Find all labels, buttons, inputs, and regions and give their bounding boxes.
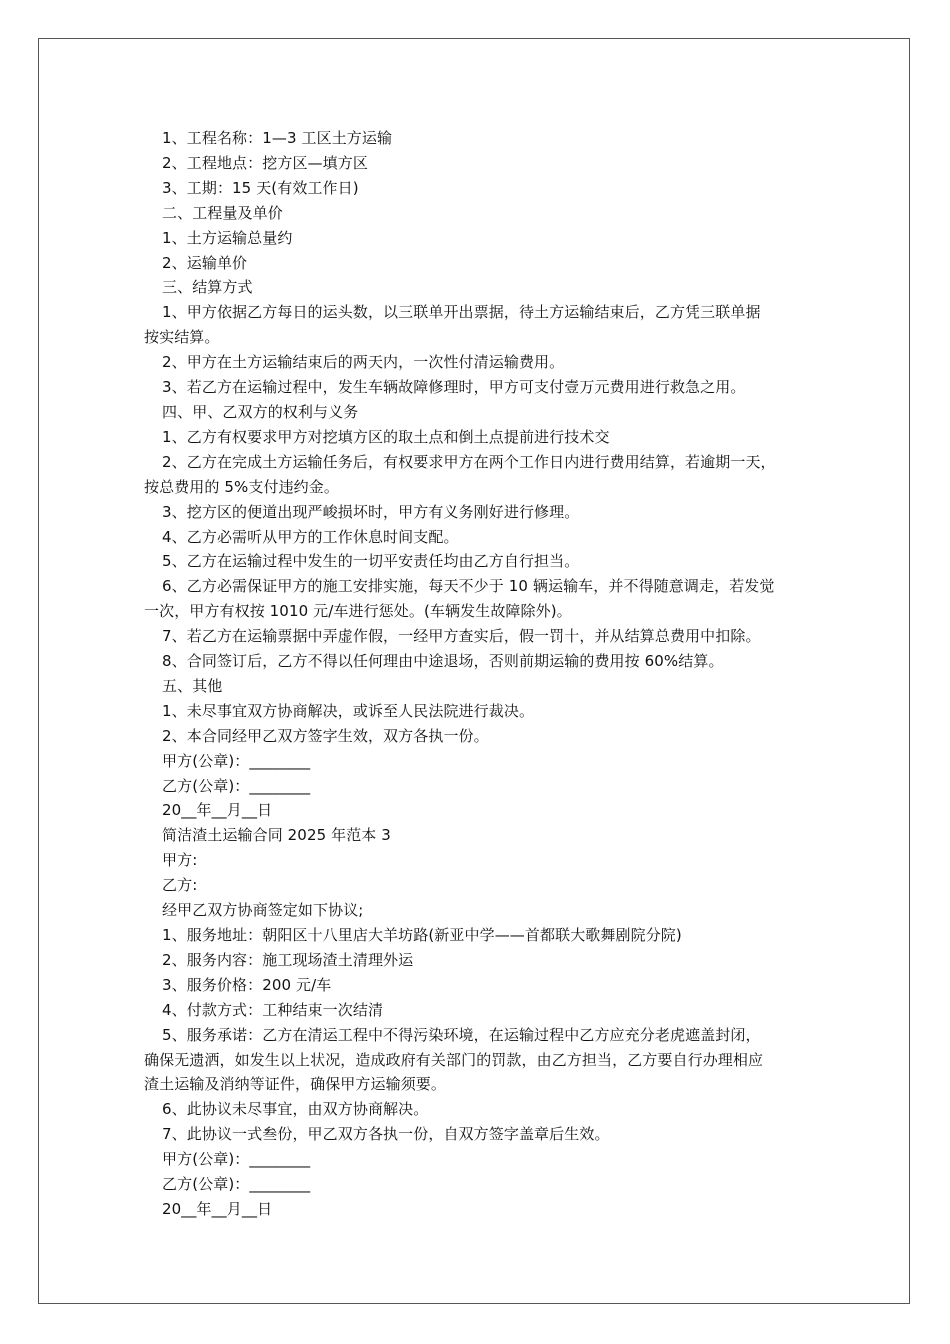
document-line: 按总费用的 5%支付违约金。 (144, 477, 339, 496)
document-line: 2、工程地点：挖方区—填方区 (162, 153, 368, 172)
document-line: 8、合同签订后，乙方不得以任何理由中途退场，否则前期运输的费用按 60%结算。 (162, 652, 724, 671)
document-line: 1、甲方依据乙方每日的运头数，以三联单开出票据，待土方运输结束后，乙方凭三联单据 (162, 303, 761, 322)
document-body (144, 126, 824, 1222)
document-line: 经甲乙双方协商签定如下协议; (162, 901, 364, 920)
document-line: 3、挖方区的便道出现严峻损坏时，甲方有义务刚好进行修理。 (162, 502, 580, 521)
document-line: 渣土运输及消纳等证件，确保甲方运输须要。 (144, 1075, 447, 1094)
document-line: 1、土方运输总量约 (162, 228, 293, 247)
document-line: 20__年__月__日 (162, 1199, 273, 1218)
document-line: 甲方(公章)：________ (162, 1150, 311, 1169)
document-line: 2、乙方在完成土方运输任务后，有权要求甲方在两个工作日内进行费用结算，若逾期一天， (162, 452, 776, 471)
document-line: 乙方: (162, 876, 198, 895)
document-line: 2、运输单价 (162, 253, 248, 272)
document-line: 7、此协议一式叁份，甲乙双方各执一份，自双方签字盖章后生效。 (162, 1125, 610, 1144)
document-line: 甲方: (162, 851, 198, 870)
document-line: 5、服务承诺：乙方在清运工程中不得污染环境，在运输过程中乙方应充分老虎遮盖封闭， (162, 1025, 761, 1044)
document-line: 甲方(公章)：________ (162, 751, 311, 770)
document-line: 四、甲、乙双方的权利与义务 (162, 402, 359, 421)
document-line: 7、若乙方在运输票据中弄虚作假，一经甲方查实后，假一罚十，并从结算总费用中扣除。 (162, 627, 761, 646)
document-line: 乙方(公章)：________ (162, 776, 311, 795)
document-line: 6、此协议未尽事宜，由双方协商解决。 (162, 1100, 429, 1119)
document-line: 20__年__月__日 (162, 801, 273, 820)
document-line: 4、付款方式：工种结束一次结清 (162, 1000, 384, 1019)
document-line: 2、甲方在土方运输结束后的两天内，一次性付清运输费用。 (162, 353, 565, 372)
document-line: 4、乙方必需听从甲方的工作休息时间支配。 (162, 527, 459, 546)
document-line: 2、服务内容：施工现场渣土清理外运 (162, 950, 414, 969)
document-line: 3、工期：15 天(有效工作日) (162, 178, 359, 197)
document-line: 简洁渣土运输合同 2025 年范本 3 (162, 826, 391, 845)
document-line: 3、服务价格：200 元/车 (162, 975, 332, 994)
document-line: 五、其他 (162, 676, 223, 695)
document-line: 1、工程名称：1—3 工区土方运输 (162, 129, 393, 147)
document-line: 三、结算方式 (162, 278, 253, 297)
document-line: 按实结算。 (144, 328, 220, 347)
document-line: 乙方(公章)：________ (162, 1175, 311, 1194)
document-line: 1、未尽事宜双方协商解决，或诉至人民法院进行裁决。 (162, 701, 535, 720)
document-line: 一次，甲方有权按 1010 元/车进行惩处。(车辆发生故障除外)。 (144, 602, 572, 621)
document-line: 5、乙方在运输过程中发生的一切平安责任均由乙方自行担当。 (162, 552, 580, 571)
document-line: 确保无遗洒，如发生以上状况，造成政府有关部门的罚款，由乙方担当，乙方要自行办理相应 (144, 1050, 764, 1069)
document-line: 1、服务地址：朝阳区十八里店大羊坊路(新亚中学——首都联大歌舞剧院分院) (162, 926, 682, 944)
document-line: 6、乙方必需保证甲方的施工安排实施，每天不少于 10 辆运输车，并不得随意调走，若发觉 (162, 577, 775, 596)
document-line: 3、若乙方在运输过程中，发生车辆故障修理时，甲方可支付壹万元费用进行救急之用。 (162, 378, 746, 397)
document-line: 2、本合同经甲乙双方签字生效，双方各执一份。 (162, 726, 489, 745)
document-line: 二、工程量及单价 (162, 203, 283, 222)
document-line: 1、乙方有权要求甲方对挖填方区的取土点和倒土点提前进行技术交 (162, 427, 610, 446)
